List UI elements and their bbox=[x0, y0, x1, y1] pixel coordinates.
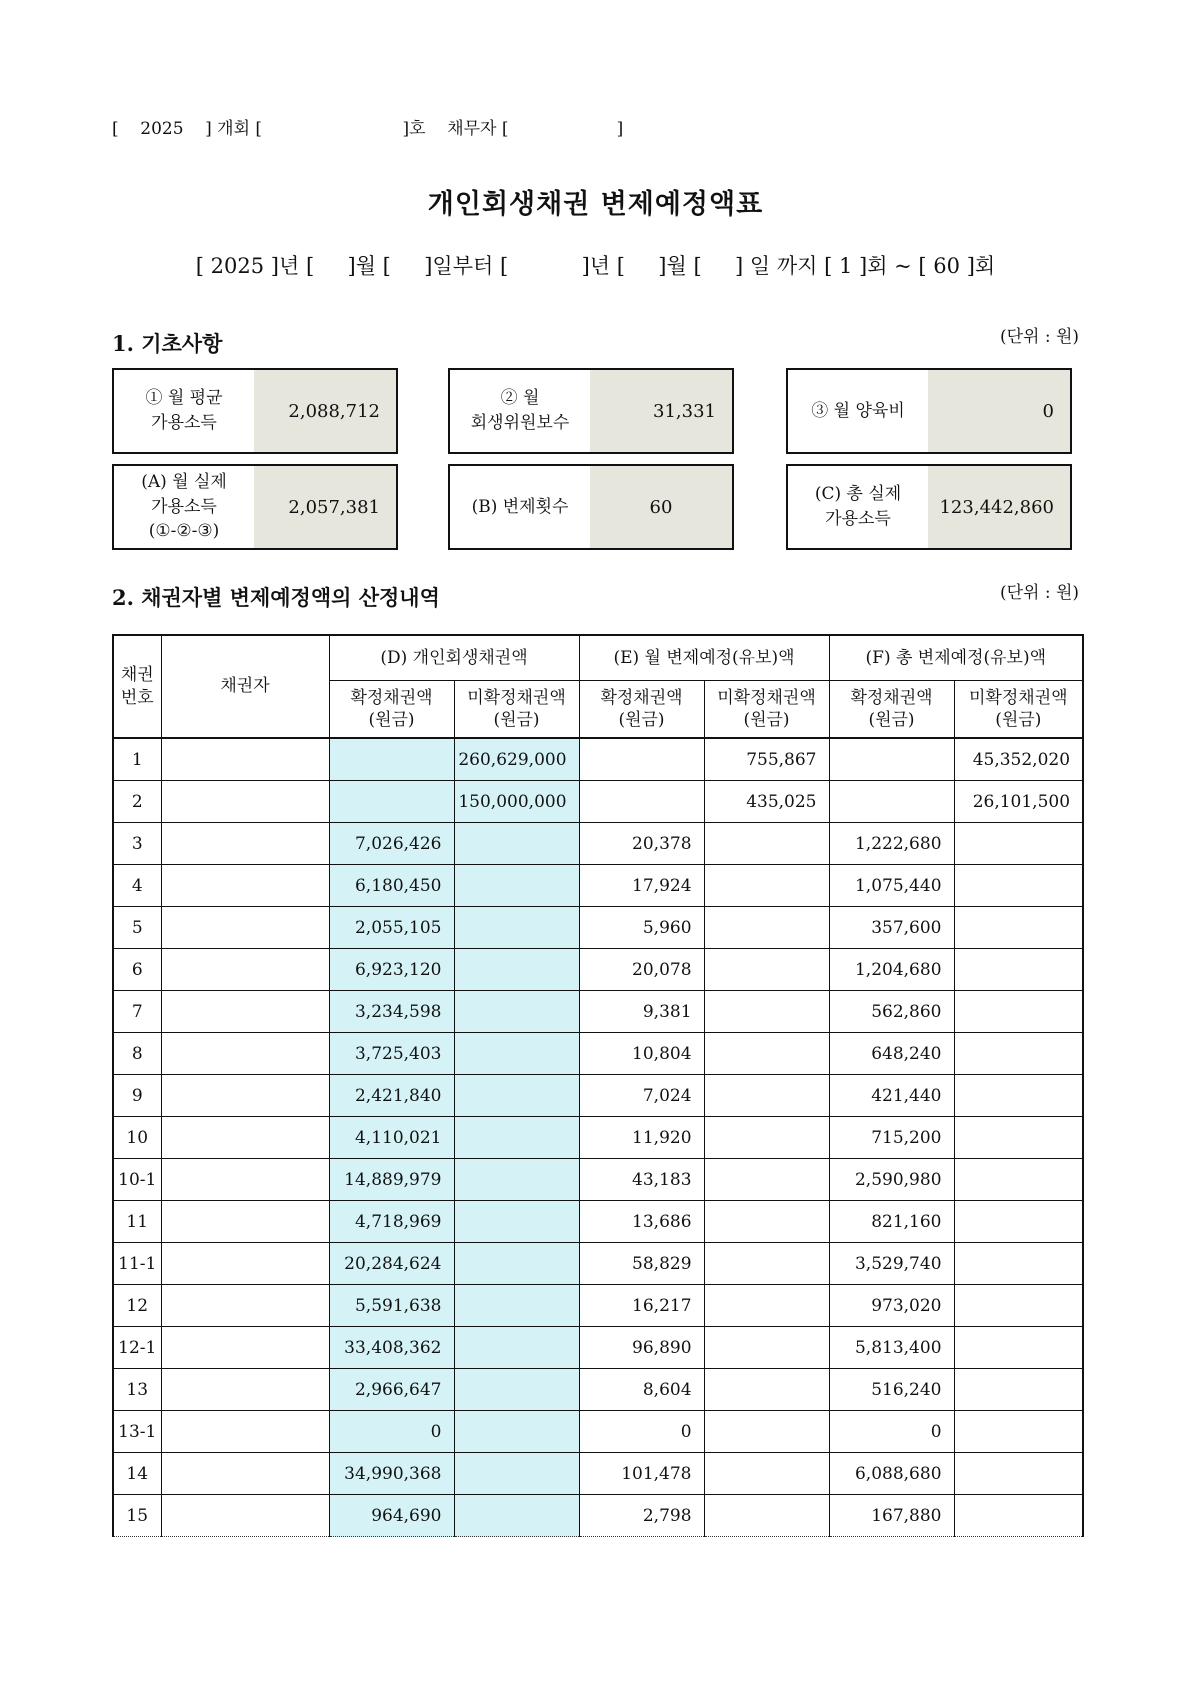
cell-creditor bbox=[161, 1369, 329, 1411]
cell-e2 bbox=[704, 1495, 829, 1537]
table-row bbox=[113, 1075, 1083, 1117]
cell-e2 bbox=[704, 1453, 829, 1495]
cell-d2 bbox=[454, 1411, 579, 1453]
cell-creditor bbox=[161, 949, 329, 991]
table-row bbox=[113, 1243, 1083, 1285]
table-row bbox=[113, 991, 1083, 1033]
info-box-value: 2,088,712 bbox=[254, 370, 396, 452]
cell-d2: 150,000,000 bbox=[454, 781, 579, 823]
cell-creditor bbox=[161, 738, 329, 781]
cell-e2 bbox=[704, 1411, 829, 1453]
cell-e1: 96,890 bbox=[579, 1327, 704, 1369]
cell-e1: 2,798 bbox=[579, 1495, 704, 1537]
cell-e1: 7,024 bbox=[579, 1075, 704, 1117]
cell-d1: 3,725,403 bbox=[329, 1033, 454, 1075]
cell-d1: 20,284,624 bbox=[329, 1243, 454, 1285]
cell-f1: 3,529,740 bbox=[829, 1243, 954, 1285]
cell-f1: 1,222,680 bbox=[829, 823, 954, 865]
cell-d1: 2,421,840 bbox=[329, 1075, 454, 1117]
table-row bbox=[113, 1159, 1083, 1201]
cell-d2 bbox=[454, 1327, 579, 1369]
header-d-confirmed: 확정채권액 (원금) bbox=[329, 681, 454, 739]
header-e-unconfirmed: 미확정채권액 (원금) bbox=[704, 681, 829, 739]
header-d-claim-amount: (D) 개인회생채권액 bbox=[329, 635, 579, 681]
cell-f2 bbox=[954, 1411, 1083, 1453]
cell-e2 bbox=[704, 1327, 829, 1369]
cell-e2 bbox=[704, 1117, 829, 1159]
info-box-child-support bbox=[786, 368, 1072, 454]
cell-no: 3 bbox=[113, 823, 161, 865]
cell-f2 bbox=[954, 1033, 1083, 1075]
table-row bbox=[113, 1201, 1083, 1243]
cell-e1: 58,829 bbox=[579, 1243, 704, 1285]
cell-d1: 34,990,368 bbox=[329, 1453, 454, 1495]
cell-creditor bbox=[161, 1285, 329, 1327]
cell-e1: 20,078 bbox=[579, 949, 704, 991]
header-d-unconfirmed: 미확정채권액 (원금) bbox=[454, 681, 579, 739]
cell-f2 bbox=[954, 1495, 1083, 1537]
info-box-label: ③ 월 양육비 bbox=[811, 400, 905, 421]
cell-creditor bbox=[161, 1117, 329, 1159]
info-box-value: 2,057,381 bbox=[254, 466, 396, 548]
cell-no: 11-1 bbox=[113, 1243, 161, 1285]
cell-d1 bbox=[329, 781, 454, 823]
table-row bbox=[113, 1369, 1083, 1411]
cell-creditor bbox=[161, 1075, 329, 1117]
cell-e1: 101,478 bbox=[579, 1453, 704, 1495]
cell-no: 12-1 bbox=[113, 1327, 161, 1369]
table-row bbox=[113, 1327, 1083, 1369]
cell-d1: 33,408,362 bbox=[329, 1327, 454, 1369]
cell-creditor bbox=[161, 1495, 329, 1537]
repayment-period-line: [ 2025 ]년 [ ]월 [ ]일부터 [ ]년 [ ]월 [ ] 일 까지 [ 1 ]회 ~ [ 60 ]회 bbox=[195, 254, 996, 278]
cell-no: 10 bbox=[113, 1117, 161, 1159]
cell-e1 bbox=[579, 738, 704, 781]
cell-d2 bbox=[454, 907, 579, 949]
cell-e1: 5,960 bbox=[579, 907, 704, 949]
cell-no: 15 bbox=[113, 1495, 161, 1537]
cell-creditor bbox=[161, 1411, 329, 1453]
cell-f1: 5,813,400 bbox=[829, 1327, 954, 1369]
info-box-label: ① 월 평균 가용소득 bbox=[145, 388, 223, 433]
cell-creditor bbox=[161, 1327, 329, 1369]
cell-e2 bbox=[704, 907, 829, 949]
info-box-total-actual-income bbox=[786, 464, 1072, 550]
cell-no: 4 bbox=[113, 865, 161, 907]
cell-e2 bbox=[704, 1033, 829, 1075]
cell-d1: 5,591,638 bbox=[329, 1285, 454, 1327]
cell-d1 bbox=[329, 738, 454, 781]
cell-f1: 1,204,680 bbox=[829, 949, 954, 991]
info-box-value: 31,331 bbox=[590, 370, 732, 452]
cell-no: 14 bbox=[113, 1453, 161, 1495]
cell-f1: 715,200 bbox=[829, 1117, 954, 1159]
info-box-trustee-fee bbox=[448, 368, 734, 454]
cell-f2: 45,352,020 bbox=[954, 738, 1083, 781]
cell-f2 bbox=[954, 1369, 1083, 1411]
cell-no: 13-1 bbox=[113, 1411, 161, 1453]
cell-d2 bbox=[454, 865, 579, 907]
cell-f1 bbox=[829, 781, 954, 823]
cell-f1: 421,440 bbox=[829, 1075, 954, 1117]
document-title: 개인회생채권 변제예정액표 bbox=[427, 189, 764, 220]
cell-f2 bbox=[954, 1075, 1083, 1117]
cell-d1: 0 bbox=[329, 1411, 454, 1453]
cell-f2 bbox=[954, 1285, 1083, 1327]
table-row bbox=[113, 1411, 1083, 1453]
cell-e1: 0 bbox=[579, 1411, 704, 1453]
cell-e2 bbox=[704, 1159, 829, 1201]
cell-e1: 43,183 bbox=[579, 1159, 704, 1201]
table-row bbox=[113, 1453, 1083, 1495]
cell-creditor bbox=[161, 1033, 329, 1075]
cell-f2 bbox=[954, 1117, 1083, 1159]
cell-d1: 7,026,426 bbox=[329, 823, 454, 865]
cell-e1 bbox=[579, 781, 704, 823]
cell-e1: 11,920 bbox=[579, 1117, 704, 1159]
header-f-confirmed: 확정채권액 (원금) bbox=[829, 681, 954, 739]
cell-f1: 973,020 bbox=[829, 1285, 954, 1327]
section-1-unit: (단위 : 원) bbox=[1000, 327, 1080, 347]
cell-d1: 6,923,120 bbox=[329, 949, 454, 991]
header-creditor: 채권자 bbox=[161, 635, 329, 738]
cell-creditor bbox=[161, 1159, 329, 1201]
cell-f1: 821,160 bbox=[829, 1201, 954, 1243]
cell-f2 bbox=[954, 907, 1083, 949]
cell-d2 bbox=[454, 1285, 579, 1327]
info-box-label: (A) 월 실제 가용소득 (①-②-③) bbox=[141, 472, 227, 542]
table-row bbox=[113, 781, 1083, 823]
cell-d2: 260,629,000 bbox=[454, 738, 579, 781]
info-box-value: 123,442,860 bbox=[928, 466, 1070, 548]
header-e-confirmed: 확정채권액 (원금) bbox=[579, 681, 704, 739]
info-box-label: (C) 총 실제 가용소득 bbox=[814, 484, 902, 529]
info-box-label: (B) 변제횟수 bbox=[471, 496, 569, 517]
header-f-total-repayment: (F) 총 변제예정(유보)액 bbox=[829, 635, 1083, 681]
cell-d2 bbox=[454, 1453, 579, 1495]
cell-f2 bbox=[954, 1327, 1083, 1369]
table-row bbox=[113, 1033, 1083, 1075]
cell-f2 bbox=[954, 949, 1083, 991]
cell-d2 bbox=[454, 1117, 579, 1159]
info-box-value: 60 bbox=[590, 466, 732, 548]
cell-d1: 4,718,969 bbox=[329, 1201, 454, 1243]
cell-f1: 562,860 bbox=[829, 991, 954, 1033]
cell-e2 bbox=[704, 823, 829, 865]
cell-d1: 964,690 bbox=[329, 1495, 454, 1537]
cell-d2 bbox=[454, 1369, 579, 1411]
cell-f2 bbox=[954, 865, 1083, 907]
cell-no: 10-1 bbox=[113, 1159, 161, 1201]
cell-f2 bbox=[954, 1159, 1083, 1201]
cell-no: 12 bbox=[113, 1285, 161, 1327]
info-box-label: ② 월 회생위원보수 bbox=[470, 388, 570, 433]
info-box-actual-monthly-income bbox=[112, 464, 398, 550]
cell-e2 bbox=[704, 991, 829, 1033]
cell-e1: 8,604 bbox=[579, 1369, 704, 1411]
info-box-monthly-avg-income bbox=[112, 368, 398, 454]
section-2-unit: (단위 : 원) bbox=[1000, 583, 1080, 603]
cell-creditor bbox=[161, 781, 329, 823]
cell-e2: 435,025 bbox=[704, 781, 829, 823]
cell-creditor bbox=[161, 865, 329, 907]
cell-d1: 6,180,450 bbox=[329, 865, 454, 907]
table-row bbox=[113, 1495, 1083, 1537]
table-row bbox=[113, 823, 1083, 865]
cell-e2 bbox=[704, 1201, 829, 1243]
cell-e2: 755,867 bbox=[704, 738, 829, 781]
cell-no: 1 bbox=[113, 738, 161, 781]
cell-f1: 2,590,980 bbox=[829, 1159, 954, 1201]
cell-f1: 167,880 bbox=[829, 1495, 954, 1537]
table-row bbox=[113, 907, 1083, 949]
cell-d1: 14,889,979 bbox=[329, 1159, 454, 1201]
table-row bbox=[113, 1117, 1083, 1159]
cell-f1: 516,240 bbox=[829, 1369, 954, 1411]
header-e-monthly-repayment: (E) 월 변제예정(유보)액 bbox=[579, 635, 829, 681]
cell-no: 5 bbox=[113, 907, 161, 949]
cell-f2: 26,101,500 bbox=[954, 781, 1083, 823]
cell-e2 bbox=[704, 1369, 829, 1411]
cell-f2 bbox=[954, 823, 1083, 865]
cell-e1: 17,924 bbox=[579, 865, 704, 907]
cell-no: 7 bbox=[113, 991, 161, 1033]
info-box-value: 0 bbox=[928, 370, 1070, 452]
cell-d2 bbox=[454, 1075, 579, 1117]
cell-d2 bbox=[454, 949, 579, 991]
cell-e1: 16,217 bbox=[579, 1285, 704, 1327]
cell-no: 2 bbox=[113, 781, 161, 823]
cell-e2 bbox=[704, 1243, 829, 1285]
cell-f2 bbox=[954, 991, 1083, 1033]
cell-e2 bbox=[704, 1075, 829, 1117]
cell-d2 bbox=[454, 1159, 579, 1201]
cell-f1: 0 bbox=[829, 1411, 954, 1453]
cell-no: 8 bbox=[113, 1033, 161, 1075]
case-header-line: [ 2025 ] 개회 [ ]호 채무자 [ ] bbox=[112, 119, 624, 139]
cell-d1: 3,234,598 bbox=[329, 991, 454, 1033]
cell-e1: 20,378 bbox=[579, 823, 704, 865]
cell-d2 bbox=[454, 1033, 579, 1075]
cell-d2 bbox=[454, 1495, 579, 1537]
cell-e1: 13,686 bbox=[579, 1201, 704, 1243]
section-2-heading: 2. 채권자별 변제예정액의 산정내역 bbox=[112, 585, 440, 610]
cell-d2 bbox=[454, 823, 579, 865]
cell-e1: 10,804 bbox=[579, 1033, 704, 1075]
cell-d2 bbox=[454, 991, 579, 1033]
cell-f1: 648,240 bbox=[829, 1033, 954, 1075]
cell-creditor bbox=[161, 823, 329, 865]
cell-no: 11 bbox=[113, 1201, 161, 1243]
table-row bbox=[113, 949, 1083, 991]
repayment-table bbox=[112, 634, 1084, 1537]
section-1-heading: 1. 기초사항 bbox=[112, 331, 223, 356]
cell-creditor bbox=[161, 991, 329, 1033]
cell-creditor bbox=[161, 1201, 329, 1243]
cell-f1: 357,600 bbox=[829, 907, 954, 949]
table-row bbox=[113, 865, 1083, 907]
header-creditor-no: 채권 번호 bbox=[113, 635, 161, 738]
cell-e2 bbox=[704, 949, 829, 991]
table-row bbox=[113, 738, 1083, 781]
cell-no: 6 bbox=[113, 949, 161, 991]
cell-creditor bbox=[161, 1243, 329, 1285]
cell-e1: 9,381 bbox=[579, 991, 704, 1033]
cell-f2 bbox=[954, 1243, 1083, 1285]
cell-d1: 2,966,647 bbox=[329, 1369, 454, 1411]
cell-e2 bbox=[704, 865, 829, 907]
info-box-repayment-count bbox=[448, 464, 734, 550]
cell-d2 bbox=[454, 1243, 579, 1285]
cell-f1: 6,088,680 bbox=[829, 1453, 954, 1495]
cell-f2 bbox=[954, 1453, 1083, 1495]
cell-no: 13 bbox=[113, 1369, 161, 1411]
header-f-unconfirmed: 미확정채권액 (원금) bbox=[954, 681, 1083, 739]
cell-e2 bbox=[704, 1285, 829, 1327]
cell-f1 bbox=[829, 738, 954, 781]
cell-d1: 2,055,105 bbox=[329, 907, 454, 949]
cell-f2 bbox=[954, 1201, 1083, 1243]
table-row bbox=[113, 1285, 1083, 1327]
cell-no: 9 bbox=[113, 1075, 161, 1117]
cell-d1: 4,110,021 bbox=[329, 1117, 454, 1159]
cell-creditor bbox=[161, 907, 329, 949]
cell-creditor bbox=[161, 1453, 329, 1495]
cell-f1: 1,075,440 bbox=[829, 865, 954, 907]
cell-d2 bbox=[454, 1201, 579, 1243]
